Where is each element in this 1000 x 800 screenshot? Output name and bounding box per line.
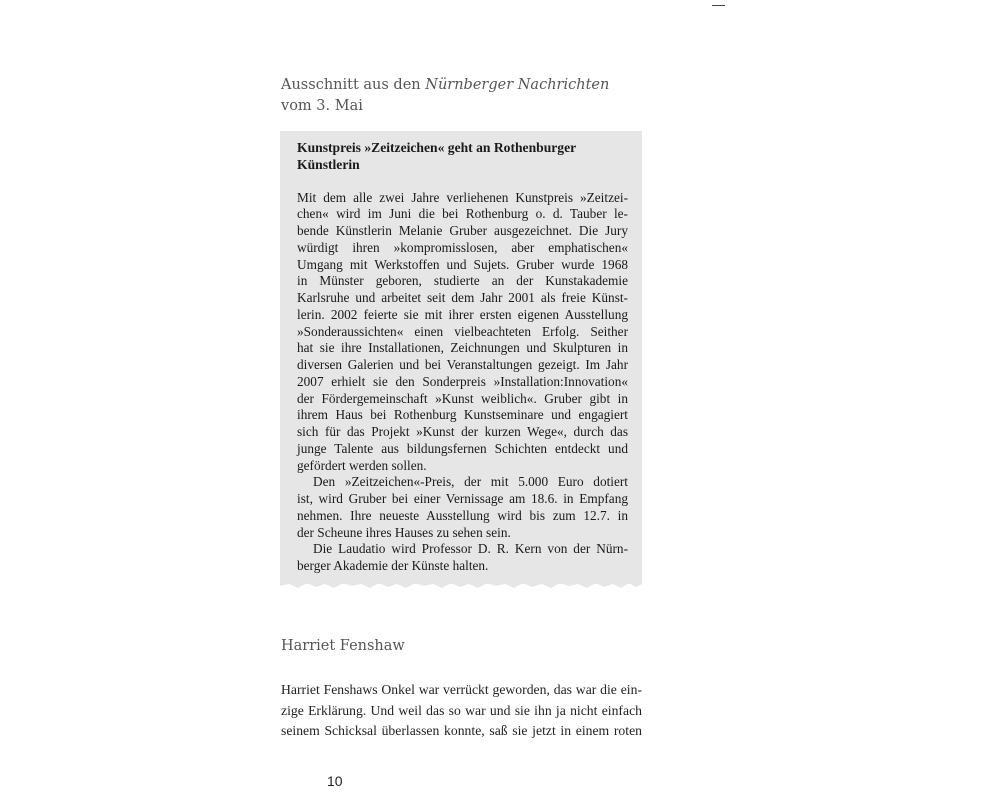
article-line: ist, wird Gruber bei einer Vernissage am 18.6. in Empfang bbox=[297, 491, 628, 506]
torn-paper-edge bbox=[280, 578, 642, 592]
article-line: der Fördergemeinschaft »Kunst weiblich«. Gruber gibt in bbox=[297, 390, 628, 406]
chapter-heading: Harriet Fenshaw bbox=[281, 638, 405, 654]
clipping-source-prefix: Ausschnitt aus den bbox=[281, 77, 426, 93]
chapter-text bbox=[281, 680, 642, 742]
newspaper-name: Nürnberger Nachrichten bbox=[425, 77, 610, 93]
article-line: 2007 erhielt sie den Sonderpreis »Installation:Innovation« bbox=[297, 373, 628, 389]
clipping-source bbox=[281, 75, 661, 95]
article-line: gefördert werden sollen. bbox=[297, 457, 427, 473]
corner-mark bbox=[712, 5, 725, 6]
article-line: lerin. 2002 feierte sie mit ihrer ersten eigenen Ausstellung bbox=[297, 306, 628, 322]
headline-line: Künstlerin bbox=[297, 156, 360, 172]
article-line: hat sie ihre Installationen, Zeichnungen und Skulpturen in bbox=[297, 340, 628, 356]
article-line: Karlsruhe und arbeitet seit dem Jahr 2001 als freie Künst- bbox=[297, 290, 628, 305]
page-number: 10 bbox=[327, 773, 343, 789]
article-line: bende Künstlerin Melanie Gruber ausgezeichnet. Die Jury bbox=[297, 223, 628, 238]
clipping-date: vom 3. Mai bbox=[281, 98, 363, 114]
story-line: seinem Schicksal überlassen konnte, saß sie jetzt in einem roten bbox=[281, 723, 642, 738]
article-line: in Münster geboren, studierte an der Kunstakademie bbox=[297, 273, 628, 289]
article-line: sich für das Projekt »Kunst der kurzen Wege«, durch das bbox=[297, 424, 628, 439]
article-line: Den »Zeitzeichen«-Preis, der mit 5.000 Euro dotiert bbox=[313, 474, 628, 490]
headline-line: Kunstpreis »Zeitzeichen« geht an Rothenburger bbox=[297, 140, 577, 155]
article-line: Die Laudatio wird Professor D. R. Kern von der Nürn- bbox=[313, 541, 628, 557]
article-line: ihrem Haus bei Rothenburg Kunstseminare und engagiert bbox=[297, 407, 628, 423]
article-line: junge Talente aus bildungsfernen Schichten entdeckt und bbox=[297, 440, 628, 456]
article-line: Mit dem alle zwei Jahre verliehenen Kunstpreis »Zeitzei- bbox=[297, 189, 628, 205]
article-line: würdigt ihren »kompromisslosen, aber emphatischen« bbox=[297, 239, 628, 255]
article-line: nehmen. Ihre neueste Ausstellung wird bis zum 12.7. in bbox=[297, 507, 628, 523]
clipping-headline bbox=[297, 140, 637, 173]
article-line: Umgang mit Werkstoffen und Sujets. Gruber wurde 1968 bbox=[297, 256, 628, 272]
article-line: »Sonderaussichten« einen vielbeachteten Erfolg. Seither bbox=[297, 323, 628, 339]
story-line: zige Erklärung. Und weil das so war und sie ihn ja nicht einfach bbox=[281, 702, 642, 718]
article-line: chen« wird im Juni die bei Rothenburg o. d. Tauber le- bbox=[297, 206, 628, 222]
article-line: der Scheune ihres Hauses zu sehen sein. bbox=[297, 524, 511, 540]
article-line: diversen Galerien und bei Veranstaltungen gezeigt. Im Jahr bbox=[297, 357, 628, 372]
story-line: Harriet Fenshaws Onkel war verrückt geworden, das war die ein- bbox=[281, 682, 642, 697]
clipping-article bbox=[297, 190, 628, 575]
article-line: berger Akademie der Künste halten. bbox=[297, 558, 489, 573]
